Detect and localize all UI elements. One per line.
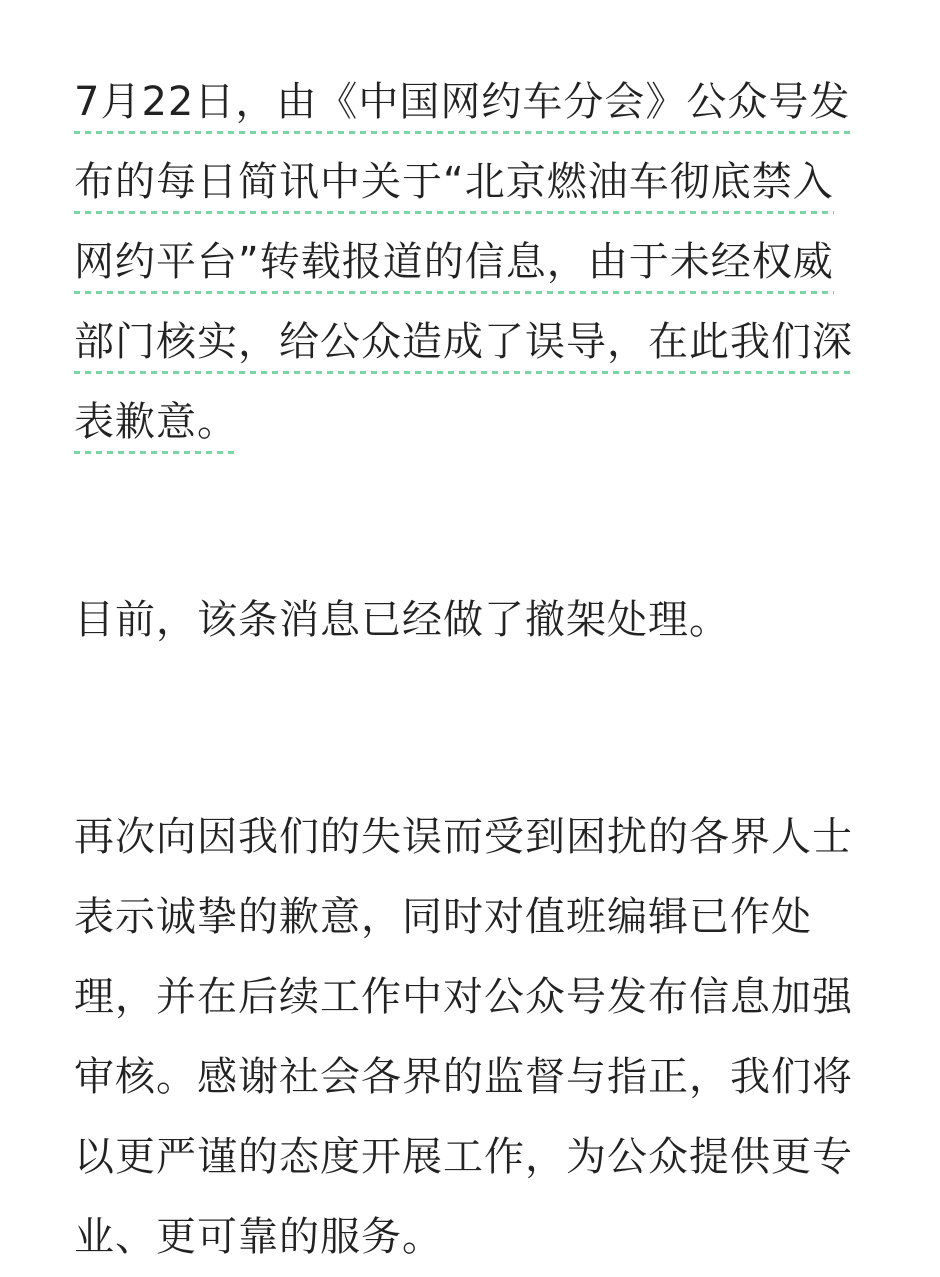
paragraph-spacer (74, 660, 874, 797)
paragraph-apology-and-commitment (74, 797, 874, 1277)
paragraph-spacer (74, 462, 874, 580)
text-line: 理，并在后续工作中对公众号发布信息加强 (74, 974, 853, 1020)
text-line: 业、更可靠的服务。 (74, 1214, 443, 1260)
paragraph-retraction-notice (74, 62, 874, 462)
text-line: 目前，该条消息已经做了撤架处理。 (74, 597, 730, 643)
highlighted-text-line: 布的每日简讯中关于“北京燃油车彻底禁入 (74, 142, 874, 222)
text-line: 再次向因我们的失误而受到困扰的各界人士 (74, 814, 853, 860)
highlighted-text-line: 网约平台”转载报道的信息，由于未经权威 (74, 222, 874, 302)
text-line: 表示诚挚的歉意，同时对值班编辑已作处 (74, 894, 812, 940)
highlighted-text-line: 7月22日，由《中国网约车分会》公众号发 (74, 62, 874, 142)
text-line: 以更严谨的态度开展工作，为公众提供更专 (74, 1134, 853, 1180)
apology-statement (74, 62, 874, 1277)
highlighted-text-line: 部门核实，给公众造成了误导，在此我们深 (74, 302, 874, 382)
paragraph-removal-status (74, 580, 874, 660)
highlighted-text-line: 表歉意。 (74, 382, 874, 462)
text-line: 审核。感谢社会各界的监督与指正，我们将 (74, 1054, 853, 1100)
